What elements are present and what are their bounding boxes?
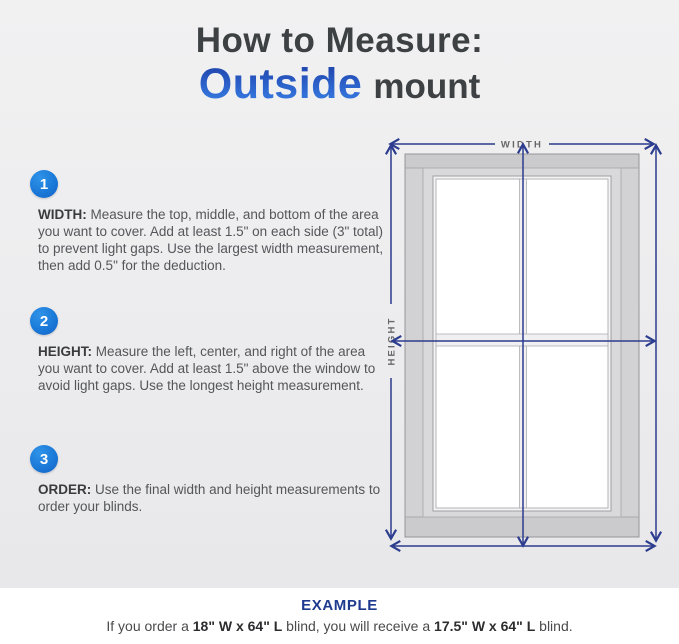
example-sentence: If you order a 18" W x 64" L blind, you will receive a 17.5" W x 64" L blind. (106, 618, 573, 634)
title-suffix: mount (373, 66, 481, 106)
step-3-label: ORDER: (38, 482, 92, 497)
title-line1: How to Measure: (195, 21, 484, 60)
step-order (30, 445, 386, 515)
step-3-body: Use the final width and height measurements to order your blinds. (38, 482, 381, 514)
step-1-text (38, 206, 386, 274)
window-illustration (405, 154, 639, 537)
step-2-label: HEIGHT: (38, 344, 92, 359)
window-horizontal-mullion (436, 334, 608, 346)
window-diagram-svg (375, 128, 667, 560)
step-1-body: Measure the top, middle, and bottom of the area you want to cover. Add at least 1.5" on each side (3" total) to prevent light gaps. Use the largest width measurement, then add 0.5" for the deduction. (38, 207, 384, 273)
width-label: WIDTH (500, 139, 544, 151)
step-1-number-badge: 1 (30, 170, 58, 198)
window-head-band (406, 155, 639, 169)
page-title (0, 22, 679, 107)
title-line2 (0, 59, 679, 108)
step-width (30, 170, 386, 274)
height-label: HEIGHT (386, 316, 398, 366)
step-2-body: Measure the left, center, and right of the area you want to cover. Add at least 1.5" above the window to avoid light gaps. Use the longest height measurement. (38, 344, 376, 393)
example-heading: EXAMPLE (301, 597, 378, 614)
step-3-text (38, 481, 386, 515)
window-sill-band (406, 518, 639, 537)
example-footer (0, 588, 679, 644)
window-measure-diagram (375, 128, 667, 560)
step-1-label: WIDTH: (38, 207, 87, 222)
step-2-number-badge: 2 (30, 307, 58, 335)
step-2-text (38, 343, 386, 394)
step-3-number-badge: 3 (30, 445, 58, 473)
title-highlight: Outside (198, 59, 363, 108)
step-height (30, 307, 386, 394)
